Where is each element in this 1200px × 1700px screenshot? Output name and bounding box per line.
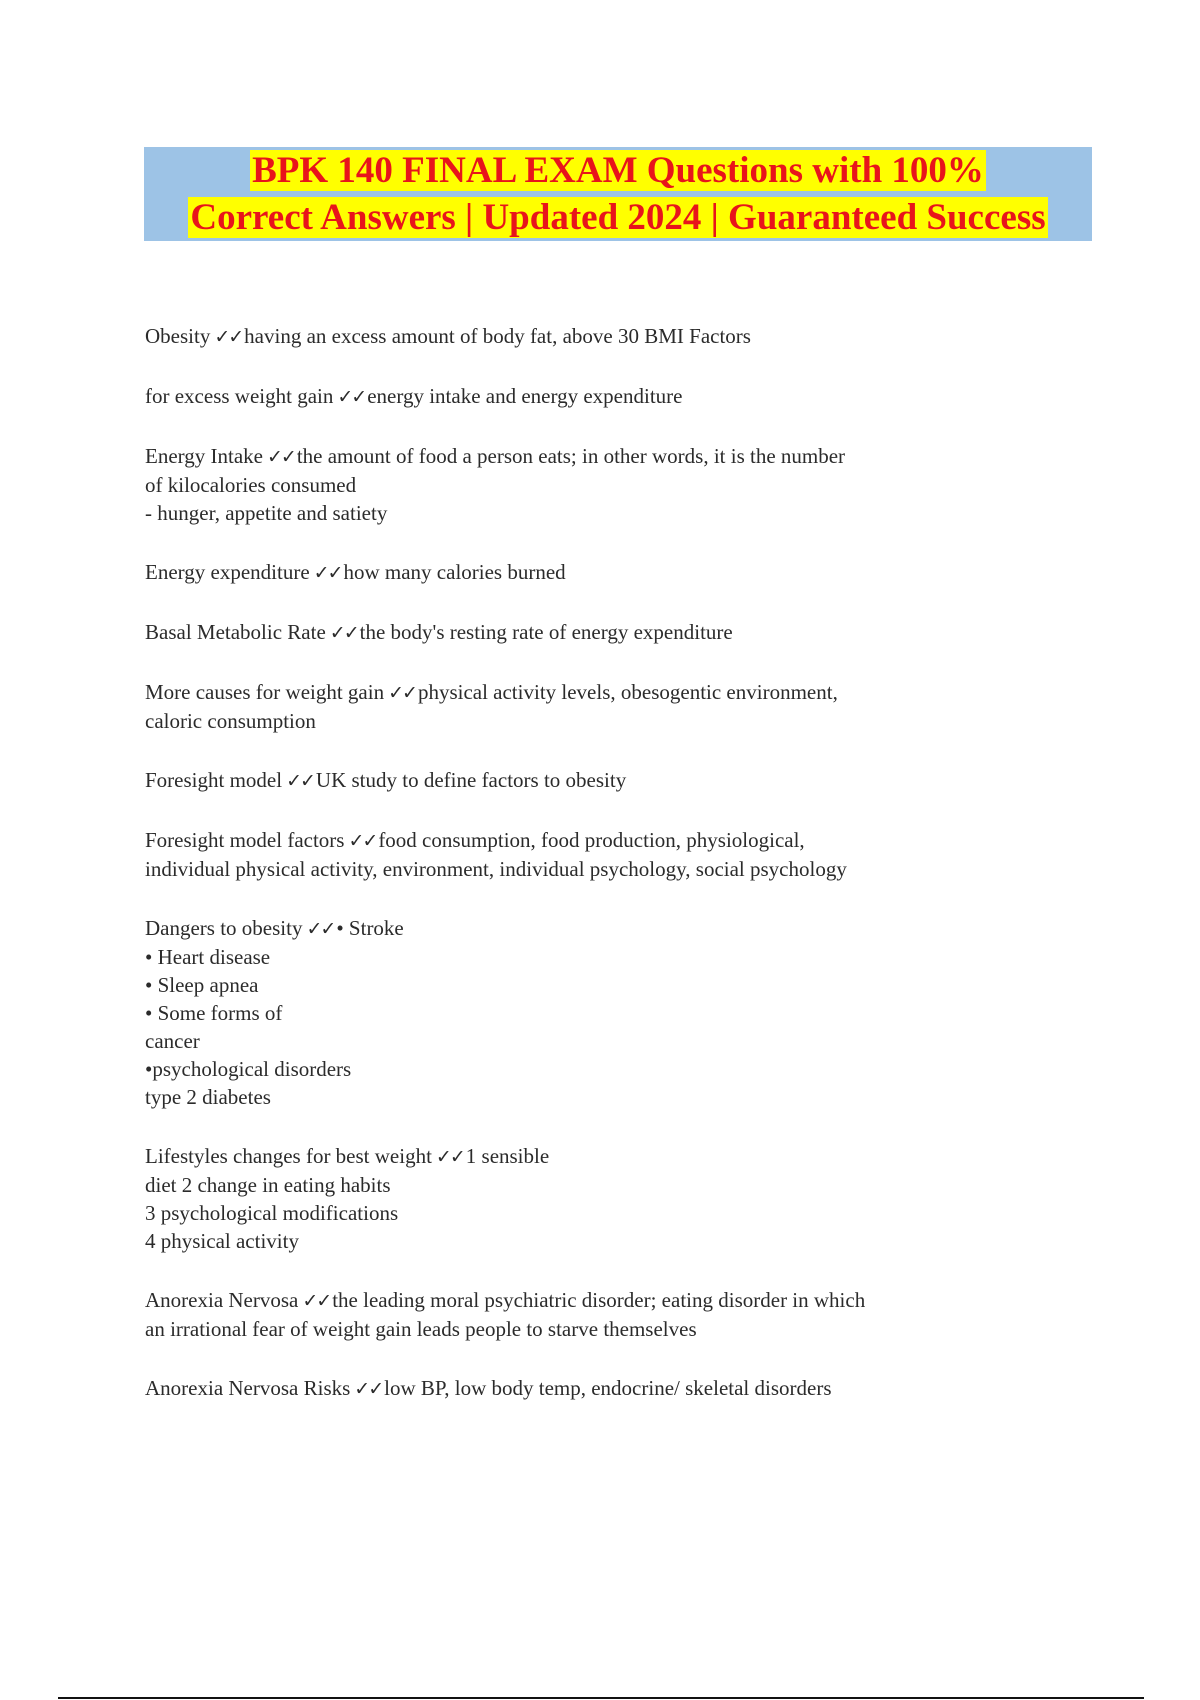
flashcard-list <box>145 322 1045 1434</box>
entry-term: Foresight model factors <box>145 828 345 852</box>
entry-definition: UK study to define factors to obesity <box>315 768 627 792</box>
entry-term: Foresight model <box>145 768 283 792</box>
flashcard-entry <box>145 442 1045 527</box>
footer-divider <box>58 1697 1144 1699</box>
flashcard-entry <box>145 322 1045 351</box>
entry-term: Energy expenditure <box>145 560 310 584</box>
flashcard-entry <box>145 1286 1045 1343</box>
entry-term: Lifestyles changes for best weight <box>145 1144 432 1168</box>
check-icon: ✓✓ <box>435 1146 464 1168</box>
entry-term: Basal Metabolic Rate <box>145 620 326 644</box>
entry-term: Dangers to obesity <box>145 916 303 940</box>
entry-definition: having an excess amount of body fat, above 30 BMI Factors <box>244 324 751 348</box>
check-icon: ✓✓ <box>348 830 377 852</box>
flashcard-entry <box>145 766 1045 795</box>
check-icon: ✓✓ <box>329 622 358 644</box>
flashcard-entry <box>145 618 1045 647</box>
entry-term: Anorexia Nervosa Risks <box>145 1376 351 1400</box>
entry-definition: food consumption, food production, physiological, individual physical activity, environment, individual psychology, social psychology <box>145 828 847 881</box>
flashcard-entry <box>145 826 1045 883</box>
entry-definition: the leading moral psychiatric disorder; eating disorder in which an irrational fear of weight gain leads people to starve themselves <box>145 1288 866 1341</box>
entry-definition: the body's resting rate of energy expenditure <box>359 620 733 644</box>
entry-definition: how many calories burned <box>343 560 566 584</box>
entry-term: Obesity <box>145 324 211 348</box>
check-icon: ✓✓ <box>313 562 342 584</box>
entry-term: More causes for weight gain <box>145 680 385 704</box>
check-icon: ✓✓ <box>306 918 335 940</box>
entry-term: Anorexia Nervosa <box>145 1288 299 1312</box>
flashcard-entry <box>145 558 1045 587</box>
title-line-2: Correct Answers | Updated 2024 | Guaranteed Success <box>190 197 1046 238</box>
entry-definition: • Stroke • Heart disease • Sleep apnea • Some forms of cancer •psychological disorders type 2 diabetes <box>145 916 404 1109</box>
document-title <box>144 147 1092 241</box>
check-icon: ✓✓ <box>214 326 243 348</box>
flashcard-entry <box>145 382 1045 411</box>
entry-term: for excess weight gain <box>145 384 334 408</box>
check-icon: ✓✓ <box>302 1290 331 1312</box>
title-line-1: BPK 140 FINAL EXAM Questions with 100% <box>252 150 984 191</box>
entry-definition: physical activity levels, obesogentic environment, caloric consumption <box>145 680 838 733</box>
check-icon: ✓✓ <box>354 1378 383 1400</box>
entry-definition: the amount of food a person eats; in other words, it is the number of kilocalories consumed - hunger, appetite and satiety <box>145 444 846 525</box>
flashcard-entry <box>145 1374 1045 1403</box>
entry-term: Energy Intake <box>145 444 263 468</box>
flashcard-entry <box>145 1142 1045 1255</box>
check-icon: ✓✓ <box>337 386 366 408</box>
check-icon: ✓✓ <box>286 770 314 792</box>
entry-definition: 1 sensible diet 2 change in eating habits 3 psychological modifications 4 physical activity <box>145 1144 550 1253</box>
check-icon: ✓✓ <box>388 682 416 704</box>
check-icon: ✓✓ <box>266 446 295 468</box>
flashcard-entry <box>145 914 1045 1111</box>
entry-definition: low BP, low body temp, endocrine/ skeletal disorders <box>384 1376 832 1400</box>
entry-definition: energy intake and energy expenditure <box>367 384 683 408</box>
flashcard-entry <box>145 678 1045 735</box>
